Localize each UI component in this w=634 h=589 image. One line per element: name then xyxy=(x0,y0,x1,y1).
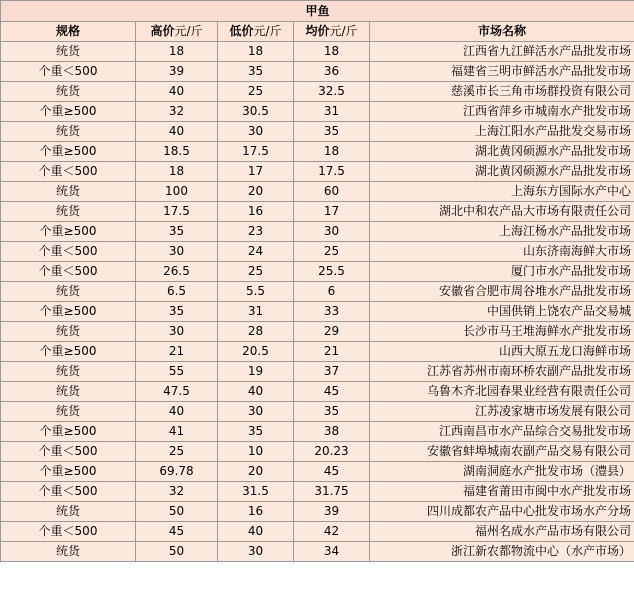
cell-market-name: 山西大原五龙口海鲜市场 xyxy=(370,342,634,362)
cell-spec: 个重≥500 xyxy=(1,222,136,242)
cell-low-price: 30.5 xyxy=(218,102,294,122)
table-row xyxy=(1,342,634,362)
cell-high-price: 45 xyxy=(136,522,218,542)
cell-low-price: 40 xyxy=(218,382,294,402)
cell-high-price: 69.78 xyxy=(136,462,218,482)
cell-high-price: 50 xyxy=(136,502,218,522)
cell-high-price: 32 xyxy=(136,102,218,122)
cell-market-name: 湖北黄冈硕源水产品批发市场 xyxy=(370,142,634,162)
cell-avg-price: 6 xyxy=(294,282,370,302)
cell-low-price: 25 xyxy=(218,262,294,282)
header-spec: 规格 xyxy=(1,22,136,42)
cell-avg-price: 21 xyxy=(294,342,370,362)
table-row xyxy=(1,322,634,342)
cell-market-name: 福建省三明市鲜活水产品批发市场 xyxy=(370,62,634,82)
cell-low-price: 16 xyxy=(218,502,294,522)
cell-avg-price: 30 xyxy=(294,222,370,242)
table-row xyxy=(1,122,634,142)
cell-avg-price: 25.5 xyxy=(294,262,370,282)
cell-high-price: 18.5 xyxy=(136,142,218,162)
cell-spec: 个重＜500 xyxy=(1,442,136,462)
cell-market-name: 中国供销上饶农产品交易城 xyxy=(370,302,634,322)
table-title: 甲鱼 xyxy=(1,1,634,22)
table-row xyxy=(1,62,634,82)
cell-spec: 个重≥500 xyxy=(1,342,136,362)
cell-spec: 统货 xyxy=(1,122,136,142)
cell-low-price: 20 xyxy=(218,462,294,482)
cell-spec: 统货 xyxy=(1,542,136,562)
table-row xyxy=(1,502,634,522)
cell-low-price: 17 xyxy=(218,162,294,182)
cell-low-price: 28 xyxy=(218,322,294,342)
cell-market-name: 江西省九江鲜活水产品批发市场 xyxy=(370,42,634,62)
cell-market-name: 湖南洞庭水产批发市场（澧县） xyxy=(370,462,634,482)
header-market: 市场名称 xyxy=(370,22,634,42)
cell-market-name: 湖北中和农产品大市场有限责任公司 xyxy=(370,202,634,222)
cell-high-price: 47.5 xyxy=(136,382,218,402)
cell-high-price: 40 xyxy=(136,122,218,142)
cell-low-price: 19 xyxy=(218,362,294,382)
cell-spec: 统货 xyxy=(1,382,136,402)
table-row xyxy=(1,222,634,242)
cell-spec: 个重＜500 xyxy=(1,242,136,262)
cell-market-name: 乌鲁木齐北园春果业经营有限责任公司 xyxy=(370,382,634,402)
cell-avg-price: 31 xyxy=(294,102,370,122)
cell-low-price: 18 xyxy=(218,42,294,62)
cell-market-name: 江苏省苏州市南环桥农副产品批发市场 xyxy=(370,362,634,382)
cell-low-price: 35 xyxy=(218,422,294,442)
header-low-unit: 元/斤 xyxy=(253,24,282,38)
cell-low-price: 16 xyxy=(218,202,294,222)
cell-high-price: 40 xyxy=(136,402,218,422)
cell-low-price: 24 xyxy=(218,242,294,262)
header-high xyxy=(136,22,218,42)
cell-avg-price: 39 xyxy=(294,502,370,522)
table-row xyxy=(1,262,634,282)
cell-market-name: 上海江阳水产品批发交易市场 xyxy=(370,122,634,142)
cell-avg-price: 36 xyxy=(294,62,370,82)
cell-avg-price: 45 xyxy=(294,382,370,402)
cell-high-price: 39 xyxy=(136,62,218,82)
table-row xyxy=(1,462,634,482)
cell-avg-price: 25 xyxy=(294,242,370,262)
cell-market-name: 湖北黄冈硕源水产品批发市场 xyxy=(370,162,634,182)
header-avg xyxy=(294,22,370,42)
table-row xyxy=(1,302,634,322)
header-low xyxy=(218,22,294,42)
cell-avg-price: 34 xyxy=(294,542,370,562)
cell-low-price: 35 xyxy=(218,62,294,82)
table-row xyxy=(1,202,634,222)
cell-avg-price: 42 xyxy=(294,522,370,542)
header-avg-unit: 元/斤 xyxy=(329,24,358,38)
table-row xyxy=(1,162,634,182)
cell-spec: 统货 xyxy=(1,322,136,342)
cell-market-name: 慈溪市长三角市场群投资有限公司 xyxy=(370,82,634,102)
cell-avg-price: 32.5 xyxy=(294,82,370,102)
cell-spec: 统货 xyxy=(1,362,136,382)
cell-spec: 统货 xyxy=(1,202,136,222)
cell-market-name: 安徽省蚌埠城南农副产品交易有限公司 xyxy=(370,442,634,462)
cell-high-price: 30 xyxy=(136,242,218,262)
cell-spec: 个重≥500 xyxy=(1,462,136,482)
cell-market-name: 上海江杨水产品批发市场 xyxy=(370,222,634,242)
cell-avg-price: 35 xyxy=(294,122,370,142)
cell-high-price: 21 xyxy=(136,342,218,362)
cell-low-price: 40 xyxy=(218,522,294,542)
cell-low-price: 25 xyxy=(218,82,294,102)
cell-avg-price: 18 xyxy=(294,142,370,162)
cell-avg-price: 18 xyxy=(294,42,370,62)
cell-low-price: 17.5 xyxy=(218,142,294,162)
cell-market-name: 福州名成水产品市场有限公司 xyxy=(370,522,634,542)
cell-spec: 个重＜500 xyxy=(1,482,136,502)
cell-low-price: 31 xyxy=(218,302,294,322)
cell-market-name: 浙江新农都物流中心（水产市场） xyxy=(370,542,634,562)
cell-high-price: 32 xyxy=(136,482,218,502)
table-row xyxy=(1,382,634,402)
title-row xyxy=(1,1,634,22)
cell-spec: 个重≥500 xyxy=(1,102,136,122)
table-row xyxy=(1,182,634,202)
cell-market-name: 山东济南海鲜大市场 xyxy=(370,242,634,262)
cell-high-price: 40 xyxy=(136,82,218,102)
cell-low-price: 20.5 xyxy=(218,342,294,362)
cell-low-price: 31.5 xyxy=(218,482,294,502)
cell-low-price: 10 xyxy=(218,442,294,462)
cell-high-price: 17.5 xyxy=(136,202,218,222)
table-row xyxy=(1,542,634,562)
cell-high-price: 50 xyxy=(136,542,218,562)
table-row xyxy=(1,82,634,102)
table-row xyxy=(1,142,634,162)
cell-low-price: 5.5 xyxy=(218,282,294,302)
cell-spec: 统货 xyxy=(1,402,136,422)
cell-high-price: 35 xyxy=(136,222,218,242)
cell-market-name: 江西省萍乡市城南水产批发市场 xyxy=(370,102,634,122)
cell-low-price: 30 xyxy=(218,122,294,142)
cell-spec: 个重＜500 xyxy=(1,522,136,542)
cell-market-name: 四川成都农产品中心批发市场水产分场 xyxy=(370,502,634,522)
cell-spec: 统货 xyxy=(1,42,136,62)
cell-low-price: 20 xyxy=(218,182,294,202)
cell-avg-price: 38 xyxy=(294,422,370,442)
table-row xyxy=(1,482,634,502)
cell-spec: 统货 xyxy=(1,502,136,522)
cell-high-price: 100 xyxy=(136,182,218,202)
cell-low-price: 30 xyxy=(218,402,294,422)
cell-high-price: 25 xyxy=(136,442,218,462)
cell-market-name: 上海东方国际水产中心 xyxy=(370,182,634,202)
cell-low-price: 30 xyxy=(218,542,294,562)
cell-avg-price: 45 xyxy=(294,462,370,482)
cell-high-price: 18 xyxy=(136,42,218,62)
cell-spec: 个重≥500 xyxy=(1,422,136,442)
table-row xyxy=(1,442,634,462)
table-row xyxy=(1,362,634,382)
cell-market-name: 长沙市马王堆海鲜水产批发市场 xyxy=(370,322,634,342)
cell-market-name: 江苏凌家塘市场发展有限公司 xyxy=(370,402,634,422)
table-row xyxy=(1,242,634,262)
header-avg-label: 均价 xyxy=(305,24,330,38)
cell-spec: 个重≥500 xyxy=(1,142,136,162)
cell-high-price: 6.5 xyxy=(136,282,218,302)
cell-low-price: 23 xyxy=(218,222,294,242)
header-low-label: 低价 xyxy=(229,24,254,38)
header-row xyxy=(1,22,634,42)
cell-spec: 统货 xyxy=(1,82,136,102)
table-body xyxy=(1,42,634,562)
table-row xyxy=(1,102,634,122)
cell-avg-price: 20.23 xyxy=(294,442,370,462)
cell-high-price: 41 xyxy=(136,422,218,442)
cell-spec: 个重＜500 xyxy=(1,62,136,82)
cell-avg-price: 31.75 xyxy=(294,482,370,502)
cell-avg-price: 33 xyxy=(294,302,370,322)
cell-avg-price: 37 xyxy=(294,362,370,382)
cell-spec: 统货 xyxy=(1,182,136,202)
table-row xyxy=(1,42,634,62)
cell-market-name: 安徽省合肥市周谷堆水产品批发市场 xyxy=(370,282,634,302)
cell-spec: 个重＜500 xyxy=(1,262,136,282)
table-row xyxy=(1,522,634,542)
table-row xyxy=(1,282,634,302)
cell-avg-price: 17 xyxy=(294,202,370,222)
cell-market-name: 福建省莆田市闽中水产批发市场 xyxy=(370,482,634,502)
header-high-label: 高价 xyxy=(150,24,175,38)
table-row xyxy=(1,402,634,422)
header-high-unit: 元/斤 xyxy=(174,24,203,38)
cell-avg-price: 17.5 xyxy=(294,162,370,182)
cell-market-name: 厦门市水产品批发市场 xyxy=(370,262,634,282)
cell-high-price: 26.5 xyxy=(136,262,218,282)
table-row xyxy=(1,422,634,442)
cell-high-price: 30 xyxy=(136,322,218,342)
cell-avg-price: 29 xyxy=(294,322,370,342)
cell-high-price: 18 xyxy=(136,162,218,182)
cell-high-price: 55 xyxy=(136,362,218,382)
cell-spec: 个重＜500 xyxy=(1,162,136,182)
cell-market-name: 江西南昌市水产品综合交易批发市场 xyxy=(370,422,634,442)
cell-spec: 个重≥500 xyxy=(1,302,136,322)
cell-avg-price: 60 xyxy=(294,182,370,202)
cell-spec: 统货 xyxy=(1,282,136,302)
cell-high-price: 35 xyxy=(136,302,218,322)
cell-avg-price: 35 xyxy=(294,402,370,422)
